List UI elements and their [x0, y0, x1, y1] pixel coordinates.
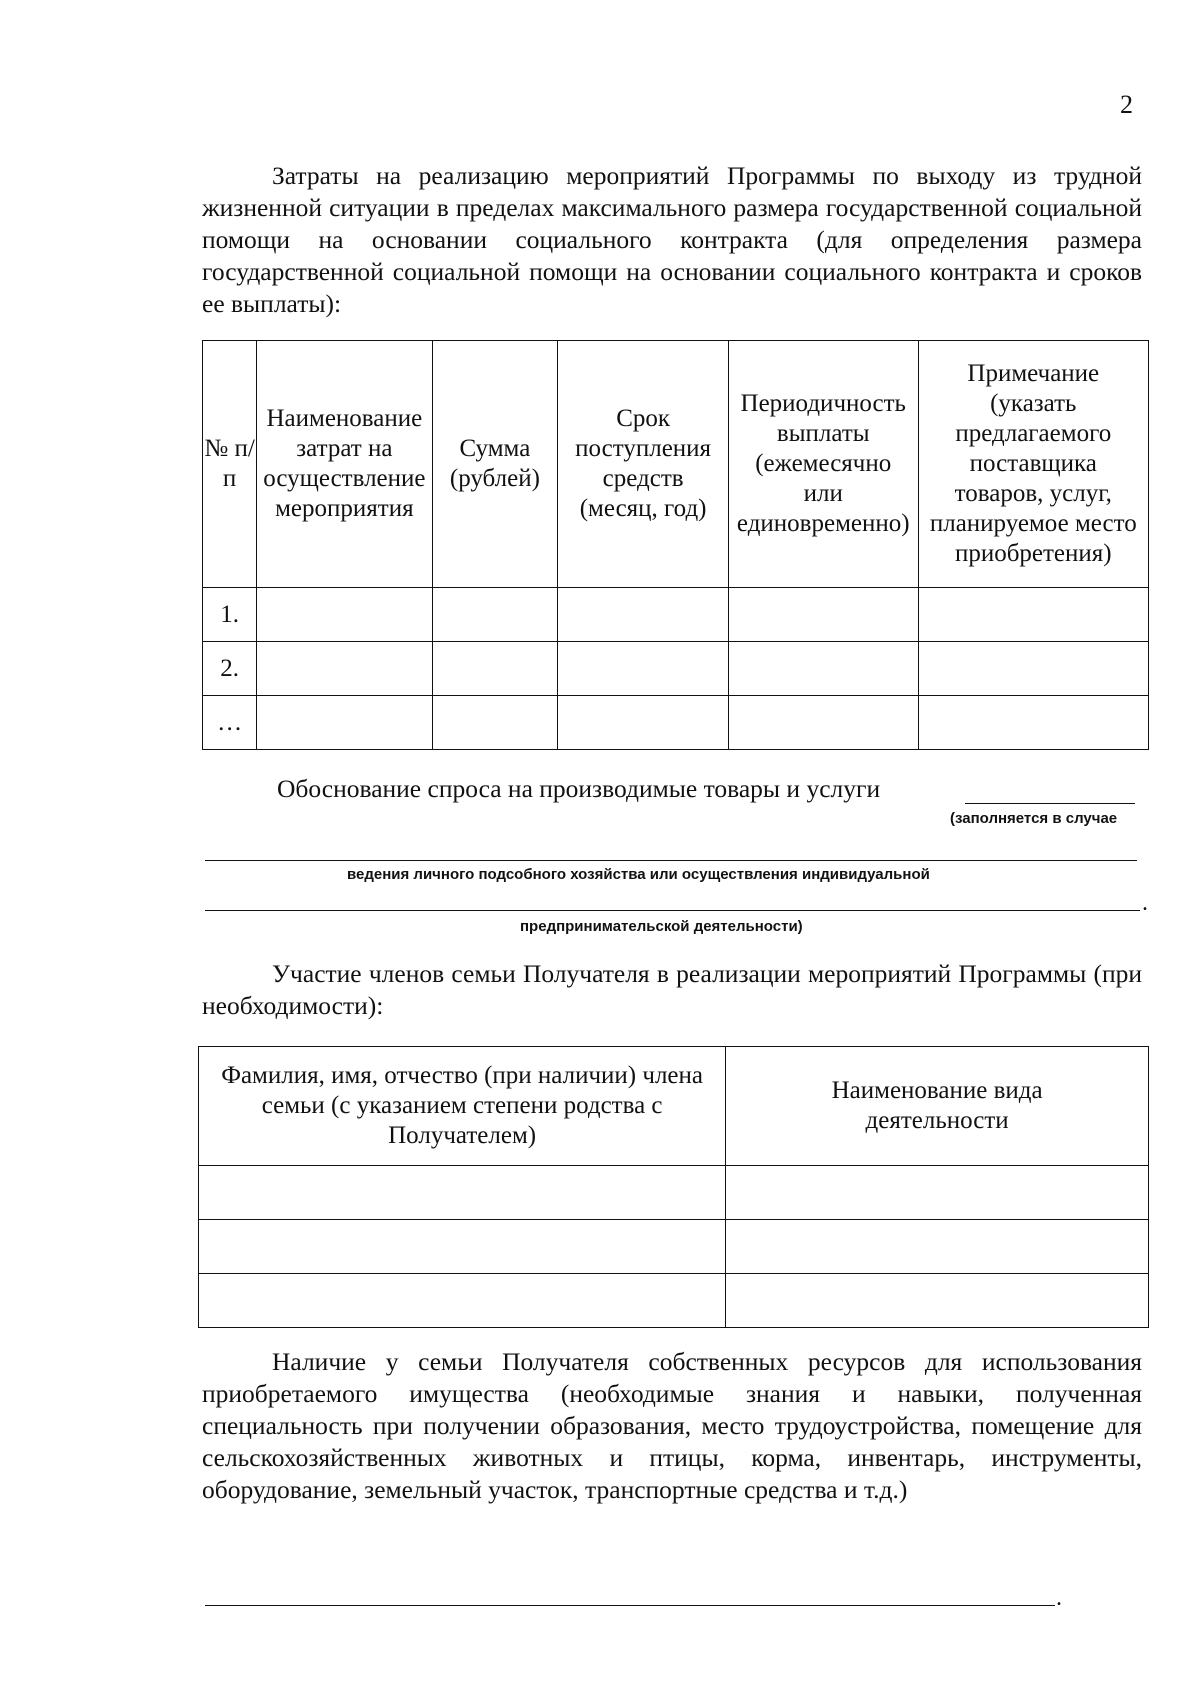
table-cell[interactable] — [432, 696, 558, 750]
table-cell[interactable] — [726, 1220, 1149, 1274]
header-num: № п/п — [203, 341, 257, 588]
table-cell[interactable] — [558, 588, 729, 642]
header-family-member: Фамилия, имя, отчество (при наличии) члена семьи (с указанием степени родства с Получателем) — [199, 1047, 726, 1166]
header-activity: Наименование вида деятельности — [726, 1047, 1149, 1166]
table-cell[interactable] — [199, 1220, 726, 1274]
table-row — [203, 696, 1149, 750]
table-cell[interactable] — [199, 1166, 726, 1220]
table-row — [203, 642, 1149, 696]
table-cell[interactable] — [199, 1274, 726, 1328]
row-number: 2. — [203, 642, 257, 696]
table-cell[interactable] — [728, 642, 918, 696]
family-table — [198, 1046, 1149, 1328]
table-cell[interactable] — [726, 1274, 1149, 1328]
demand-blank-line-2[interactable] — [205, 910, 1140, 911]
demand-note-2: ведения личного подсобного хозяйства или осуществления индивидуальной — [347, 866, 930, 883]
table-cell[interactable] — [728, 696, 918, 750]
table-row — [199, 1274, 1149, 1328]
header-note: Примечание (указать предлагаемого поставщика товаров, услуг, планируемое место приобретения) — [918, 341, 1148, 588]
table-cell[interactable] — [558, 642, 729, 696]
page-number: 2 — [1120, 90, 1133, 119]
table-cell[interactable] — [728, 588, 918, 642]
period-mark: . — [1142, 890, 1148, 916]
table-cell[interactable] — [432, 588, 558, 642]
table-cell[interactable] — [257, 642, 432, 696]
table-cell[interactable] — [432, 642, 558, 696]
row-number: 1. — [203, 588, 257, 642]
table-row — [199, 1220, 1149, 1274]
table-cell[interactable] — [918, 696, 1148, 750]
demand-blank-line-1[interactable] — [205, 860, 1137, 861]
table-cell[interactable] — [726, 1166, 1149, 1220]
demand-justification-blank[interactable] — [965, 803, 1135, 804]
table-row — [199, 1166, 1149, 1220]
row-number: … — [203, 696, 257, 750]
demand-note-1: (заполняется в случае — [950, 810, 1118, 827]
demand-justification-label: Обоснование спроса на производимые товары и услуги — [277, 774, 881, 803]
resources-paragraph: Наличие у семьи Получателя собственных ресурсов для использования приобретаемого имущества (необходимые знания и навыки, полученная специальность при получении образования, место трудоустройства, помещение для сельскохозяйственных животных и птицы, корма, инвентарь, инструменты, оборудование, земельный участок, транспортные средства и т.д.) — [202, 1347, 1142, 1504]
header-expense-name: Наименование затрат на осуществление мероприятия — [257, 341, 432, 588]
costs-table — [202, 340, 1149, 750]
header-term: Срок поступления средств (месяц, год) — [558, 341, 729, 588]
table-cell[interactable] — [918, 642, 1148, 696]
demand-note-3: предпринимательской деятельности) — [520, 918, 803, 935]
table-cell[interactable] — [918, 588, 1148, 642]
table-cell[interactable] — [257, 696, 432, 750]
table-cell[interactable] — [558, 696, 729, 750]
costs-intro-paragraph: Затраты на реализацию мероприятий Программы по выходу из трудной жизненной ситуации в пределах максимального размера государственной социальной помощи на основании социального контракта (для определения размера государственной социальной помощи на основании социального контракта и сроков ее выплаты): — [202, 161, 1142, 318]
family-intro-paragraph: Участие членов семьи Получателя в реализации мероприятий Программы (при необходимости): — [202, 959, 1142, 1020]
period-mark: . — [1056, 1585, 1062, 1611]
header-sum: Сумма (рублей) — [432, 341, 558, 588]
table-cell[interactable] — [257, 588, 432, 642]
table-row — [203, 588, 1149, 642]
header-periodicity: Периодичность выплаты (ежемесячно или единовременно) — [728, 341, 918, 588]
resources-blank-line[interactable] — [205, 1605, 1055, 1606]
